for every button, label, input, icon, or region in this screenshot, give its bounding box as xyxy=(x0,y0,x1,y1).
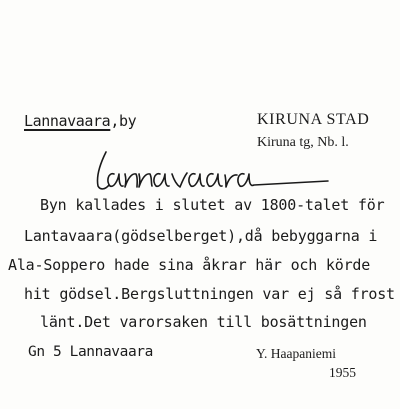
place-name: Lannavaara xyxy=(24,112,111,130)
place-heading xyxy=(24,114,136,129)
body-line-1: Byn kallades i slutet av 1800-talet för xyxy=(40,196,385,214)
body-line-5: länt.Det varorsaken till bosättningen xyxy=(40,313,367,331)
body-line-4: hit gödsel.Bergsluttningen var ej så frost xyxy=(24,285,395,303)
body-line-3: Ala-Soppero hade sina åkrar här och körde xyxy=(8,256,371,274)
body-line-2: Lantavaara(gödselberget),då bebyggarna i xyxy=(24,227,378,245)
reference-code: Gn 5 Lannavaara xyxy=(28,344,153,360)
year: 1955 xyxy=(329,365,356,380)
parish-reference: Kiruna tg, Nb. l. xyxy=(257,135,349,150)
city-label: KIRUNA STAD xyxy=(257,111,370,128)
author-name: Y. Haapaniemi xyxy=(256,346,336,361)
handwritten-place-name xyxy=(92,150,332,194)
place-type: ,by xyxy=(110,112,137,130)
